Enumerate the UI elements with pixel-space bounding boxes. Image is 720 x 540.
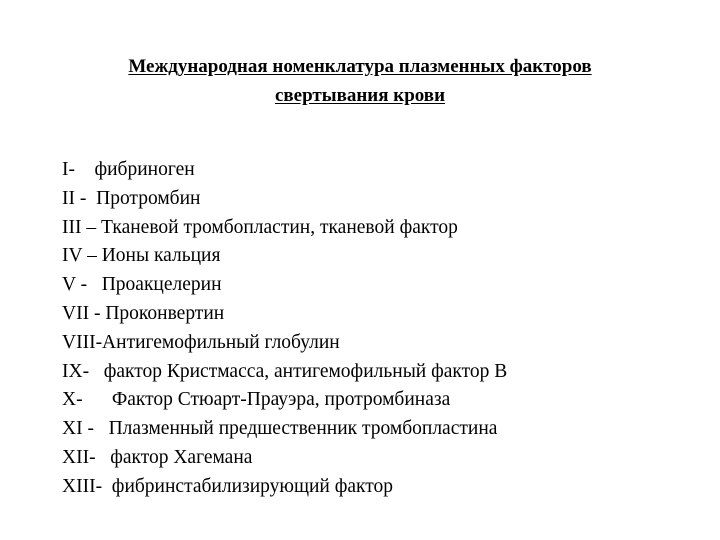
- factor-xiii: XIII- фибринстабилизирующий фактор: [62, 475, 393, 497]
- title-line-2: свертывания крови: [274, 85, 446, 106]
- factor-iii: III – Тканевой тромбопластин, тканевой фактор: [62, 216, 458, 238]
- page-title: [20, 52, 700, 110]
- factor-i: I- фибриноген: [62, 159, 195, 180]
- factor-x: X- Фактор Стюарт-Прауэра, протромбиназа: [62, 389, 451, 411]
- factor-xii: XII- фактор Хагемана: [62, 446, 253, 468]
- factor-v: V - Проакцелерин: [62, 274, 222, 296]
- factor-iv: IV – Ионы кальция: [62, 245, 221, 267]
- factor-ix: IX- фактор Кристмасса, антигемофильный фактор В: [62, 360, 508, 382]
- factor-ii: II - Протромбин: [62, 187, 201, 209]
- factor-list: [62, 156, 702, 502]
- title-line-1: Международная номенклатура плазменных факторов: [128, 56, 592, 77]
- factor-xi: XI - Плазменный предшественник тромбопластина: [62, 418, 498, 440]
- factor-viii: VIII-Антигемофильный глобулин: [62, 331, 340, 353]
- factor-vii: VII - Проконвертин: [62, 302, 225, 324]
